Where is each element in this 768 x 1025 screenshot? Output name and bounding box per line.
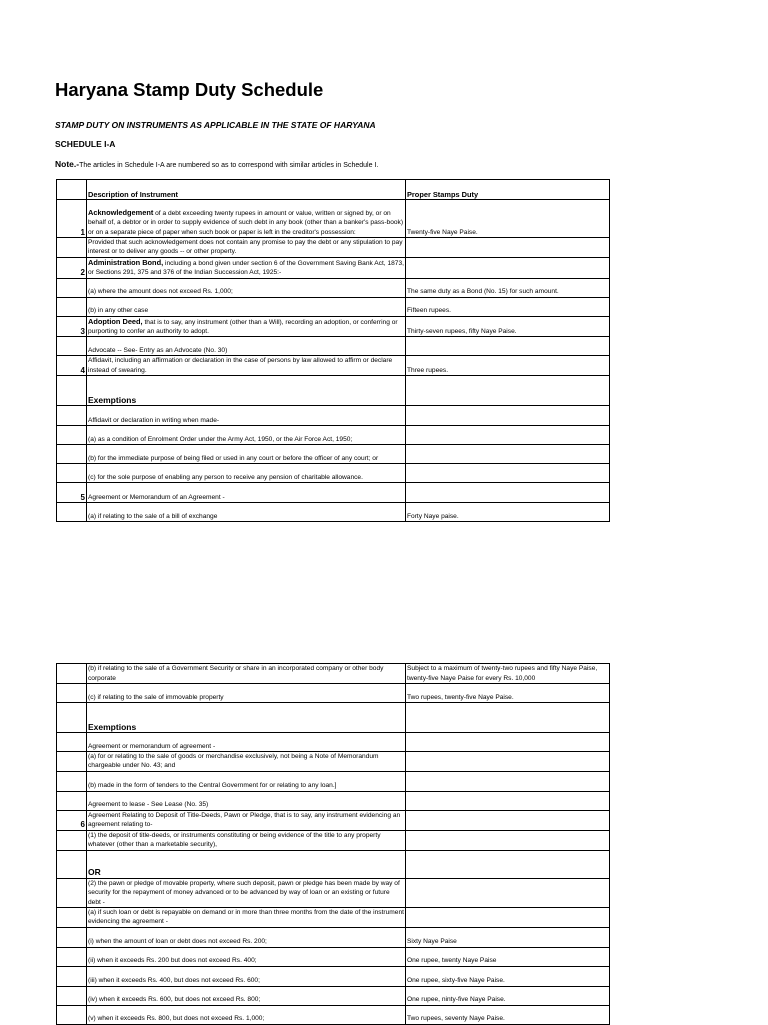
stamp-duty	[406, 238, 610, 258]
article-number	[57, 850, 87, 878]
table-row	[57, 791, 610, 810]
stamp-duty	[406, 810, 610, 830]
instrument-text: (b) for the immediate purpose of being filed or used in any court or before the officer of any court; or	[88, 454, 379, 462]
article-number	[57, 238, 87, 258]
stamp-duty: Three rupees.	[406, 356, 610, 376]
table-row	[57, 200, 610, 238]
stamp-duty: Thirty-seven rupees, fifty Naye Paise.	[406, 316, 610, 337]
instrument-description	[87, 733, 406, 752]
instrument-description	[87, 426, 406, 445]
article-number	[57, 406, 87, 426]
article-number: 2	[57, 257, 87, 278]
instrument-description	[87, 464, 406, 483]
note-text: The articles in Schedule I-A are numbered so as to correspond with similar articles in Schedule I.	[79, 162, 379, 169]
instrument-description	[87, 703, 406, 733]
instrument-text: (1) the deposit of title-deeds, or instruments constituting or being evidence of the title to any property whatever (other than a marketable security),	[88, 832, 381, 849]
stamp-duty	[406, 733, 610, 752]
table-row	[57, 878, 610, 907]
table-row	[57, 426, 610, 445]
instrument-text: (2) the pawn or pledge of movable property, where such deposit, pawn or pledge has been made by way of security for the repayment of money advanced or to be advanced by way of loan or an existing or future debt -	[88, 879, 400, 906]
instrument-description	[87, 297, 406, 316]
instrument-text: (c) if relating to the sale of immovable property	[88, 693, 224, 701]
instrument-description	[87, 927, 406, 947]
instrument-description	[87, 947, 406, 966]
article-number	[57, 376, 87, 406]
instrument-text: Exemptions	[88, 721, 137, 732]
table-row	[57, 278, 610, 297]
stamp-duty	[406, 406, 610, 426]
instrument-text: Affidavit, including an affirmation or declaration in the case of persons by law allowed to affirm or declare instead of swearing.	[88, 357, 393, 374]
instrument-description	[87, 316, 406, 337]
article-number: 1	[57, 200, 87, 238]
instrument-description	[87, 200, 406, 238]
stamp-duty: One rupee, sixty-five Naye Paise.	[406, 966, 610, 986]
instrument-text: (b) if relating to the sale of a Government Security or share in an incorporated company or other body corporate	[88, 665, 384, 682]
stamp-duty	[406, 483, 610, 503]
instrument-description	[87, 830, 406, 850]
article-number	[57, 503, 87, 522]
schedule-table-page-2	[56, 663, 610, 1025]
instrument-text: (iv) when it exceeds Rs. 600, but does not exceed Rs. 800;	[88, 996, 261, 1004]
stamp-duty	[406, 445, 610, 464]
table-row	[57, 406, 610, 426]
instrument-text: (a) if such loan or debt is repayable on demand or in more than three months from the date of the instrument evidencing the agreement -	[88, 909, 404, 926]
instrument-description	[87, 664, 406, 684]
table-row	[57, 830, 610, 850]
stamp-duty	[406, 850, 610, 878]
article-number	[57, 464, 87, 483]
instrument-text: Agreement to lease - See Lease (No. 35)	[88, 801, 209, 809]
article-number	[57, 927, 87, 947]
stamp-duty	[406, 752, 610, 772]
table-header-row	[57, 180, 610, 200]
article-number	[57, 703, 87, 733]
stamp-duty: Two rupees, twenty-five Naye Paise.	[406, 684, 610, 703]
stamp-duty: Sixty Naye Paise	[406, 927, 610, 947]
stamp-duty	[406, 257, 610, 278]
instrument-text: of a debt exceeding twenty rupees in amount or value, written or signed by, or on behalf of, a debtor or in order to supply evidence of such debt in any book (other than a banker's pass-book) or on a separate piece of paper when such book or paper is left in the creditor's possession:	[88, 209, 404, 236]
instrument-description	[87, 483, 406, 503]
instrument-text: that is to say, any instrument (other than a Will), recording an adoption, or conferring or purporting to confer an authority to adopt.	[88, 318, 398, 336]
table-row	[57, 947, 610, 966]
stamp-duty	[406, 771, 610, 791]
stamp-duty	[406, 376, 610, 406]
stamp-duty: Fifteen rupees.	[406, 297, 610, 316]
note	[55, 159, 378, 169]
instrument-name: Adoption Deed,	[88, 316, 143, 326]
stamp-duty: One rupee, twenty Naye Paise	[406, 947, 610, 966]
instrument-description	[87, 771, 406, 791]
article-number	[57, 733, 87, 752]
article-number	[57, 878, 87, 907]
table-row	[57, 850, 610, 878]
article-number	[57, 771, 87, 791]
instrument-description	[87, 503, 406, 522]
instrument-text: (a) as a condition of Enrolment Order under the Army Act, 1950, or the Air Force Act, 1950;	[88, 435, 353, 443]
table-row	[57, 376, 610, 406]
stamp-duty	[406, 426, 610, 445]
instrument-description	[87, 1005, 406, 1024]
header-description: Description of Instrument	[87, 180, 406, 200]
instrument-description	[87, 376, 406, 406]
table-row	[57, 503, 610, 522]
table-row	[57, 297, 610, 316]
table-row	[57, 664, 610, 684]
table-row	[57, 445, 610, 464]
instrument-text: (iii) when it exceeds Rs. 400, but does not exceed Rs. 600;	[88, 977, 260, 985]
instrument-name: Acknowledgement	[88, 207, 154, 217]
header-duty: Proper Stamps Duty	[406, 180, 610, 200]
instrument-text: Advocate -- See- Entry as an Advocate (No. 30)	[88, 347, 228, 355]
article-number	[57, 1005, 87, 1024]
stamp-duty	[406, 337, 610, 356]
table-row	[57, 316, 610, 337]
stamp-duty: Forty Naye paise.	[406, 503, 610, 522]
article-number: 4	[57, 356, 87, 376]
article-number	[57, 278, 87, 297]
article-number: 5	[57, 483, 87, 503]
table-row	[57, 257, 610, 278]
instrument-text: (ii) when it exceeds Rs. 200 but does not exceed Rs. 400;	[88, 957, 257, 965]
stamp-duty: Subject to a maximum of twenty-two rupees and fifty Naye Paise, twenty-five Naye Paise for every Rs. 10,000	[406, 664, 610, 684]
instrument-description	[87, 238, 406, 258]
article-number	[57, 752, 87, 772]
instrument-text: (v) when it exceeds Rs. 800, but does not exceed Rs. 1,000;	[88, 1015, 265, 1023]
instrument-description	[87, 986, 406, 1005]
table-row	[57, 238, 610, 258]
table-row	[57, 703, 610, 733]
stamp-duty	[406, 791, 610, 810]
instrument-name: Administration Bond,	[88, 257, 164, 267]
header-number-cell	[57, 180, 87, 200]
instrument-text: Agreement or memorandum of agreement -	[88, 742, 216, 750]
table-row	[57, 966, 610, 986]
article-number	[57, 426, 87, 445]
instrument-description	[87, 966, 406, 986]
table-row	[57, 733, 610, 752]
table-row	[57, 986, 610, 1005]
article-number: 6	[57, 810, 87, 830]
article-number	[57, 445, 87, 464]
instrument-description	[87, 684, 406, 703]
table-row	[57, 1005, 610, 1024]
table-row	[57, 810, 610, 830]
table-row	[57, 927, 610, 947]
article-number	[57, 684, 87, 703]
instrument-description	[87, 791, 406, 810]
instrument-description	[87, 337, 406, 356]
article-number	[57, 664, 87, 684]
table-row	[57, 752, 610, 772]
instrument-description	[87, 810, 406, 830]
article-number	[57, 986, 87, 1005]
article-number	[57, 337, 87, 356]
instrument-text: including a bond given under section 6 of the Government Saving Bank Act, 1873, or Sections 291, 375 and 376 of the Indian Succession Act, 1925:-	[88, 259, 404, 277]
schedule-heading: SCHEDULE I-A	[55, 139, 116, 149]
stamp-duty	[406, 878, 610, 907]
table-row	[57, 771, 610, 791]
article-number	[57, 830, 87, 850]
article-number	[57, 908, 87, 928]
instrument-description	[87, 752, 406, 772]
stamp-duty	[406, 830, 610, 850]
instrument-text: Provided that such acknowledgement does not contain any promise to pay the debt or any stipulation to pay interest or to deliver any goods -- or other property.	[88, 239, 403, 256]
instrument-text: (a) for or relating to the sale of goods or merchandise exclusively, not being a Note of Memorandum chargeable under No. 43; and	[88, 753, 379, 770]
instrument-text: Agreement or Memorandum of an Agreement -	[88, 493, 225, 501]
table-row	[57, 464, 610, 483]
stamp-duty: The same duty as a Bond (No. 15) for such amount.	[406, 278, 610, 297]
instrument-description	[87, 278, 406, 297]
instrument-description	[87, 406, 406, 426]
stamp-duty: Twenty-five Naye Paise.	[406, 200, 610, 238]
table-row	[57, 337, 610, 356]
instrument-text: (a) if relating to the sale of a bill of exchange	[88, 512, 218, 520]
article-number	[57, 947, 87, 966]
article-number	[57, 791, 87, 810]
stamp-duty	[406, 908, 610, 928]
table-row	[57, 684, 610, 703]
instrument-description	[87, 850, 406, 878]
instrument-text: (b) in any other case	[88, 307, 149, 315]
instrument-text: (b) made in the form of tenders to the Central Government for or relating to any loan.]	[88, 782, 337, 790]
stamp-duty	[406, 464, 610, 483]
instrument-description	[87, 445, 406, 464]
stamp-duty: One rupee, ninty-five Naye Paise.	[406, 986, 610, 1005]
instrument-text: Agreement Relating to Deposit of Title-Deeds, Pawn or Pledge, that is to say, any instrument evidencing an agreement relating to-	[88, 812, 401, 829]
stamp-duty	[406, 703, 610, 733]
schedule-table-page-1	[56, 179, 610, 522]
note-label: Note.-	[55, 159, 80, 169]
instrument-description	[87, 356, 406, 376]
instrument-description	[87, 878, 406, 907]
instrument-text: Affidavit or declaration in writing when made-	[88, 416, 220, 424]
instrument-text: Exemptions	[88, 394, 137, 405]
instrument-text: (c) for the sole purpose of enabling any person to receive any pension of charitable allowance.	[88, 473, 363, 481]
document-subtitle: STAMP DUTY ON INSTRUMENTS AS APPLICABLE IN THE STATE OF HARYANA	[55, 120, 376, 130]
instrument-description	[87, 908, 406, 928]
instrument-text: (a) where the amount does not exceed Rs. 1,000;	[88, 288, 233, 296]
stamp-duty: Two rupees, seventy Naye Paise.	[406, 1005, 610, 1024]
table-row	[57, 908, 610, 928]
instrument-description	[87, 257, 406, 278]
page-title: Haryana Stamp Duty Schedule	[55, 79, 324, 100]
article-number	[57, 966, 87, 986]
instrument-text: OR	[88, 867, 101, 878]
table-row	[57, 356, 610, 376]
table-row	[57, 483, 610, 503]
instrument-text: (i) when the amount of loan or debt does not exceed Rs. 200;	[88, 938, 267, 946]
article-number: 3	[57, 316, 87, 337]
article-number	[57, 297, 87, 316]
